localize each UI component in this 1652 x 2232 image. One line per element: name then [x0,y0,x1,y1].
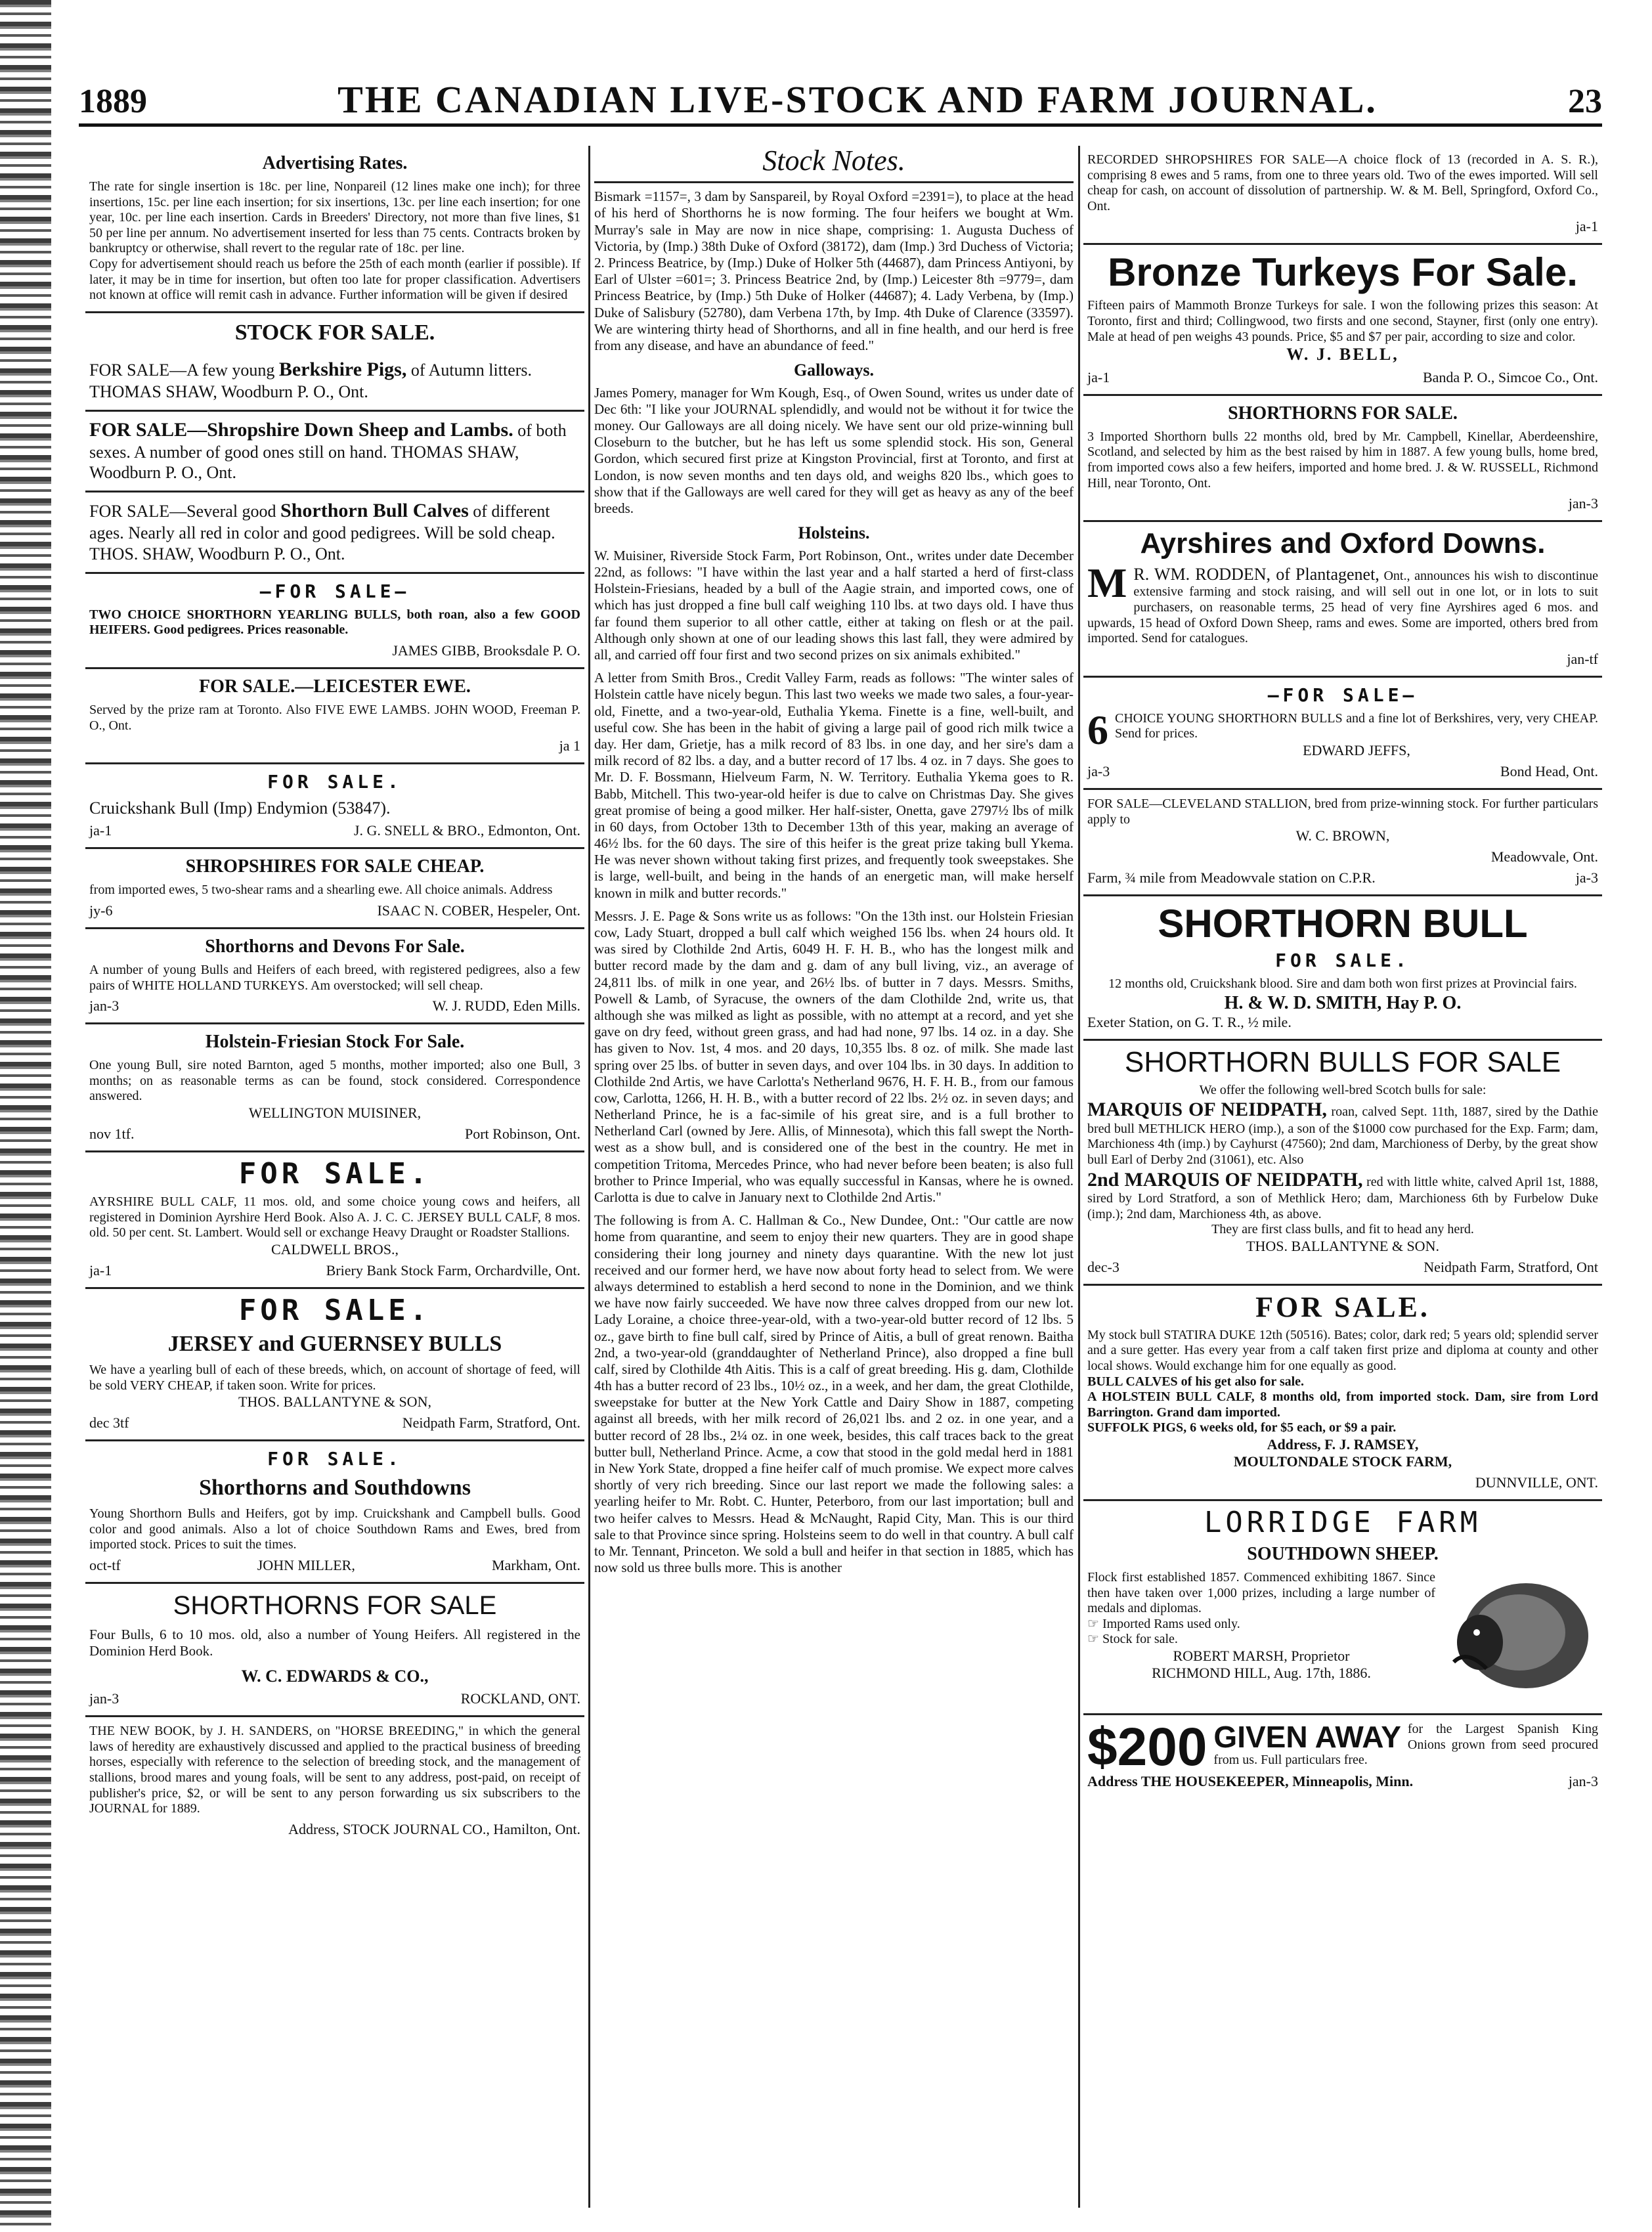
column-right [1083,146,1602,2208]
ad-leicester [85,669,584,764]
ad-text: My stock bull STATIRA DUKE 12th (50516). Bates; color, dark red; 5 years old; splendid server and a sure getter. Has every year from a calf taken first prize and diploma at county and other local shows. Would exchange him for one equally as good. [1087,1327,1598,1373]
ad-address: Address THE HOUSEKEEPER, Minneapolis, Minn. [1087,1772,1414,1789]
ad-text: TWO CHOICE SHORTHORN YEARLING BULLS, both roan, also a few GOOD HEIFERS. Good pedigrees. Prices reasonable. [89,607,580,638]
bull-2-name: 2nd MARQUIS OF NEIDPATH, [1087,1168,1363,1191]
ad-heading: SHORTHORNS FOR SALE [173,1590,497,1620]
column-middle [594,146,1074,2208]
ad-bronze-turkeys [1083,245,1602,395]
page-number: 23 [1567,83,1602,120]
column-left [85,146,584,2208]
ad-text: 12 months old, Cruickshank blood. Sire and dam both won first prizes at Provincial fairs. [1108,976,1577,991]
ad-ballantyne [1083,1041,1602,1286]
ad-text: Four Bulls, 6 to 10 mos. old, also a number of Young Heifers. All registered in the Dominion Herd Book. [89,1627,580,1659]
ad-text: Ont., announces his wish to discontinue extensive farming and stock raising, and will sell out in one lot, or in lots to suit purchasers, on reasonable terms, 25 head of very fine Ayrshires aged 6 mos. and upwards, 15 head of Oxford Down Sheep, rams and ewes. Some are imported, others bred from imported. Send for catalogues. [1087,569,1599,646]
ad-code: jan-3 [1568,495,1598,512]
ad-lorridge: LORRIDGE FARM SOUTHDOWN SHEEP. Flock first established 1857. Commenced exhibiting 1867. Since then have taken over 1,000 prizes, including a large number of medals and diplomas. ☞ Imported Rams used only. ☞ Stock for sale. ROBERT MARSH, Proprietor RICHMOND HILL, Aug. 17th, 1886. [1083,1501,1602,1715]
ad-text: AYRSHIRE BULL CALF, 11 mos. old, and some choice young cows and heifers, all registered in Dominion Ayrshire Herd Book. Also A. J. C. C. JERSEY BULL CALF, 8 mos. old. 50 per cent. St. Lambert. Would sell or exchange Heavy Draught or Roadster Stallions. [89,1194,580,1240]
ad-subheading: FOR SALE. [1275,949,1410,971]
ad-holstein [85,1024,584,1152]
ad-note: They are first class bulls, and fit to head any herd. [1211,1222,1474,1237]
ad-code: ja-1 [89,1261,112,1279]
ad-code: ja 1 [559,737,580,755]
note-holsteins: W. Muisiner, Riverside Stock Farm, Port Robinson, Ont., writes under date December 22nd, as follows: "I have within the last year and a half started a herd of first-class Holstein-Friesians, headed by a bull of the Aagie strain, and imported cows, one of which has just dropped a fine bull calf weighing 110 lbs. at two days old. I have thus far found them superior to all other cattle, either at taking on flesh or at the pail. Although only shown at one of our leading shows this last fall, they were admired by all, and carried off four first and two second prizes on six animals exhibited." [594,547,1074,663]
ad-code: ja-3 [1575,869,1598,886]
ad-text: 3 Imported Shorthorn bulls 22 months old, bred by Mr. Campbell, Kinellar, Aberdeenshire, Scotland, and selected by him as the best raised by him in 1887. A few young bulls, home bred, from imported cows also a few heifers, imported and home bred. J. & W. RUSSELL, Richmond Hill, near Toronto, Ont. [1087,429,1598,491]
ad-text: FOR SALE—CLEVELAND STALLION, bred from prize-winning stock. For further particulars apply to [1087,796,1598,827]
ad-signature: Markham, Ont. [491,1557,580,1573]
ad-subheading: Shorthorns and Southdowns [199,1476,471,1500]
ad-farm: Farm, ¾ mile from Meadowvale station on C.P.R. [1087,869,1376,886]
stock-for-sale-heading: STOCK FOR SALE. [234,320,435,345]
ad-rodden [1083,522,1602,678]
ad-heading: FOR SALE. [267,1448,402,1470]
ad-number: 6 [1087,706,1108,753]
ad-heading: FOR SALE. [1255,1290,1430,1323]
column-rule-2 [1078,146,1080,2208]
ad-code: dec-3 [1087,1258,1119,1275]
ad-signature: Neidpath Farm, Stratford, Ont. [402,1414,580,1432]
ad-subheading: JERSEY and GUERNSEY BULLS [167,1331,502,1356]
ad-item-1: Imported Rams used only. [1102,1616,1240,1631]
ad-code: ja-1 [89,822,112,839]
column-rule-1 [588,146,590,2208]
ad-code: jan-3 [1568,1772,1598,1789]
stock-notes-heading: Stock Notes. [594,146,1074,183]
ram-head-illustration [1441,1570,1598,1701]
ad-text: THE NEW BOOK, by J. H. SANDERS, on "HORSE BREEDING," in which the general laws of heredity are exhaustively discussed and applied to the practical business of breeding horses, especially with reference to the selection of breeding stock, and the management of stallions, brood mares and young foals, will be sent to any address, post-paid, on receipt of publisher's price, $2, or will be sent to any person forwarding us six subscribers to the JOURNAL for 1889. [89,1724,580,1816]
ad-text-3: A HOLSTEIN BULL CALF, 8 months old, from imported stock. Dam, sire from Lord Barrington. Grand dam imported. [1087,1390,1598,1420]
ad-text-2: BULL CALVES of his get also for sale. [1087,1374,1305,1389]
ad-heading: Holstein-Friesian Stock For Sale. [205,1032,465,1053]
ad-code: jy-6 [89,902,113,919]
ad-jeffs [1083,678,1602,790]
ad-signature: Address, STOCK JOURNAL CO., Hamilton, Ont. [288,1820,580,1837]
ad-name: ROBERT MARSH, Proprietor [1173,1648,1350,1664]
ad-code: oct-tf [89,1557,121,1573]
ad-lead: FOR SALE—Shropshire Down Sheep and Lambs. [89,419,513,441]
ad-russell [1083,396,1602,522]
ad-name: THOS. BALLANTYNE & SON, [238,1393,431,1411]
ad-code: ja-3 [1087,762,1110,779]
ad-name: JOHN MILLER, [257,1557,355,1573]
ad-text: RECORDED SHROPSHIRES FOR SALE—A choice flock of 13 (recorded in A. S. R.), comprising 8 ewes and 5 rams, from one to three years old. Two of the ewes imported. Will sell cheap for cash, on account of dissolution of partnership. W. & M. Bell, Springford, Oxford Co., Ont. [1087,152,1598,213]
ad-heading: SHORTHORN BULL [1158,901,1528,946]
ad-heading: FOR SALE. [267,771,402,793]
ad-devons [85,929,584,1024]
ad-text: from imported ewes, 5 two-shear rams and a shearling ewe. All choice animals. Address [89,883,553,898]
bull-1-text: roan, calved Sept. 11th, 1887, sired by the Dathie bred bull METHLICK HERO (imp.), a son of the $1000 cow purchased for the Exp. Farm; dam, Marchioness 4th (imp.) by Cayhurst (47560); 2nd dam, Marchioness of Derby, by the great show bull Earl of Derby 2nd (31061), etc. Also [1087,1105,1598,1167]
ad-signature: ROCKLAND, ONT. [460,1690,580,1707]
ad-signature: W. J. RUDD, Eden Mills. [432,997,580,1015]
ad-text: of different ages. Nearly all red in color and good pedigrees. Will be sold cheap. THOS. SHAW, Woodburn P. O., Ont. [89,502,555,563]
ad-caldwell [85,1152,584,1289]
note-page-sons: Messrs. J. E. Page & Sons write us as follows: "On the 13th inst. our Holstein Friesian cow, Lady Stuart, dropped a bull calf which weighed 156 lbs. when 24 hours old. It was sired by Clothilde 2nd Artis, 6049 H. F. H. B., who has the longest milk and butter record made by the dam and g. dam of any bull living, viz., an average of 24,811 lbs. of milk in one year, and 26½ lbs. of butter in 7 days. Messrs. Smiths, Powell & Lamb, of Syracuse, the owners of the dam Clothilde 2nd, write us, that although she was milked as light as possible, with no attempt at a record, and yet she gave on dry feed, without green grass, and had had none, 97 lbs. 14 oz. in a day. She has given to Nov. 1st, 4 mos. and 20 days, 10,355 lbs. 8 oz. of milk. She made last spring over 25 lbs. of butter in seven days, and over 104 lbs. in 30 days. In addition to Clothilde 2nd Artis, we have Carlotta's Netherland 9676, H. F. H. B., from our famous cow, Carlotta, 1266, H. H. B., with a butter record of 22 lbs. 2½ oz. in seven days; and Netherland Prince, he is a fac-simile of his great sire, and is a full brother to Netherland Carl (owned by Jere. Allis, of Minnesota), which this fall swept the North-west as a show bull, and is considered one of the best in the country. He met in competition Tritoma, Mercedes Prince, who had never before been beaten; is also full brother to Prince Imperial, who was equally successful in Kansas, where he is owned. Carlotta is due to calve in January next to Clothilde 2nd Artis." [594,908,1074,1206]
ad-horse-book [85,1717,584,1846]
ad-heading: FOR SALE.—LEICESTER EWE. [199,676,471,697]
ad-signature: JAMES GIBB, Brooksdale P. O. [392,642,580,659]
ad-signature: Exeter Station, on G. T. R., ½ mile. [1087,1013,1292,1030]
ad-lead: FOR SALE—Several good [89,502,276,521]
ad-text: Served by the prize ram at Toronto. Also FIVE EWE LAMBS. JOHN WOOD, Freeman P. O., Ont. [89,703,580,733]
advertising-rates [85,146,584,313]
ad-heading: —FOR SALE— [1267,684,1418,706]
ad-signature: ISAAC N. COBER, Hespeler, Ont. [377,902,580,919]
ad-code: jan-3 [89,1690,120,1707]
ad-signature: Bond Head, Ont. [1500,762,1598,779]
ad-heading: Shorthorns and Devons For Sale. [205,936,465,957]
ad-heading: SHROPSHIRES FOR SALE CHEAP. [185,856,485,877]
ad-item-2: Stock for sale. [1102,1632,1178,1647]
ad-heading: FOR SALE. [238,1293,431,1327]
ad-code: ja-1 [1087,368,1110,385]
ad-text: Fifteen pairs of Mammoth Bronze Turkeys for sale. I won the following prizes this season: At Toronto, first and third; Collingwood, two firsts and one second, Stayner, first (only one entry). Male at head of pen weighs 43 pounds. Price, $5 and $7 per pair, according to size and color. [1087,298,1598,344]
ad-shropshires-cheap [85,849,584,929]
header-year: 1889 [79,83,147,120]
galloways-heading: Galloways. [793,361,875,380]
ad-place: Meadowvale, Ont. [1490,848,1598,865]
ad-name: WELLINGTON MUISINER, [248,1104,422,1121]
ad-name: W. C. BROWN, [1295,827,1390,844]
ad-heading: Ayrshires and Oxford Downs. [1140,527,1546,560]
ad-heading: FOR SALE. [238,1156,431,1191]
ad-heading: SHORTHORN BULLS FOR SALE [1124,1045,1561,1078]
ad-recorded-shropshires [1083,146,1602,245]
ad-heading: Bronze Turkeys For Sale. [1108,250,1578,295]
ad-text: Flock first established 1857. Commenced exhibiting 1867. Since then have taken over 1,000 prizes, including a large number of medals and diplomas. [1087,1570,1435,1616]
advertising-heading: Advertising Rates. [262,153,408,173]
ad-text: for the Largest Spanish King Onions grown from seed procured from us. Full particulars free. [1213,1722,1598,1768]
ad-amount: $200 [1087,1717,1207,1778]
note-bismark: Bismark =1157=, 3 dam by Sanspareil, by Royal Oxford =2391=), to place at the head of his herd of Shorthorns he is now forming. The four heifers we bought at Wm. Murray's sale in May are now in nice shape, comprising: 1. Augusta Duchess of Victoria, by (Imp.) 38th Duke of Oxford (38172), dam (Imp.) 3rd Duchess of Victoria; 2. Princess Beatrice, by (Imp.) Duke of Holker 5th (44687), dam Princess Antiyoni, by Earl of Ulster =601=; 3. Princess Beatrice 2nd, by (Imp.) Leicester 8th =9779=, dam Princess Beatrice, by (Imp.) 5th Duke of Holker (44687); 4. Lady Verbena, by (Imp.) Duke of Salisbury (52780), dam Verbena 17th, by Imp. 4th Duke of Clarence (33597). We are wintering thirty head of Shorthorns, and all in fine health, and our herd is free from any disease, and have an abundance of feed." [594,188,1074,353]
ad-text: Cruickshank Bull (Imp) Endymion (53847). [89,799,391,818]
ad-farm: MOULTONDALE STOCK FARM, [1233,1453,1452,1470]
ad-bold: Berkshire Pigs, [278,358,407,380]
ad-text-4: SUFFOLK PIGS, 6 weeks old, for $5 each, or $9 a pair. [1087,1420,1397,1435]
ad-initial: M [1087,559,1127,607]
ad-code: jan-tf [1567,650,1598,667]
page-binding-edge [0,0,51,2232]
ad-signature: J. G. SNELL & BRO., Edmonton, Ont. [353,822,580,839]
ad-given-away [1083,1715,1602,1798]
ad-place: DUNNVILLE, ONT. [1475,1474,1598,1491]
ad-heading: —FOR SALE— [259,580,410,602]
journal-title: THE CANADIAN LIVE-STOCK AND FARM JOURNAL. [337,78,1378,121]
ad-lead: R. WM. RODDEN, of Plantagenet, [1133,565,1380,584]
ad-name: H. & W. D. SMITH, Hay P. O. [1224,992,1462,1013]
advertising-text-2: Copy for advertisement should reach us before the 25th of each month (earlier if possible). If later, it may be in time for insertion, but often too late for proper classification. Advertisers not known at office will remit cash in advance. Further information will be given if desired [89,257,580,303]
ad-jersey [85,1289,584,1441]
ad-text: Young Shorthorn Bulls and Heifers, got by imp. Cruickshank and Campbell bulls. Good color and good animals. Also a lot of choice Southdown Rams and Ewes, bred from imported stock. Prices to suit the times. [89,1506,580,1552]
ad-name: W. J. BELL, [1286,345,1399,364]
ad-signature: RICHMOND HILL, Aug. 17th, 1886. [1152,1664,1371,1681]
ad-signature: Neidpath Farm, Stratford, Ont [1424,1258,1598,1275]
ad-shorthorn-bull [85,492,584,573]
ad-code: nov 1tf. [89,1125,135,1142]
ad-shropshire [85,412,584,492]
ad-southdowns [85,1441,584,1584]
ad-berkshire [85,351,584,412]
ad-text: of both sexes. A number of good ones still on hand. THOMAS SHAW, Woodburn P. O., Ont. [89,421,567,483]
ad-intro: We offer the following well-bred Scotch bulls for sale: [1199,1082,1487,1097]
page-header [79,77,1602,127]
ad-heading: GIVEN AWAY [1213,1720,1401,1755]
ad-name: THOS. BALLANTYNE & SON. [1246,1237,1439,1254]
ad-text: A number of young Bulls and Heifers of each breed, with registered pedigrees, also a few pairs of WHITE HOLLAND TURKEYS. Am overstocked; will sell cheap. [89,962,580,993]
ad-code: jan-3 [89,997,120,1015]
ad-text: We have a yearling bull of each of these breeds, which, on account of shortage of feed, will be sold VERY CHEAP, if taken soon. Write for prices. [89,1362,580,1393]
note-galloways: James Pomery, manager for Wm Kough, Esq., of Owen Sound, writes us under date of Dec 6th: "I like your JOURNAL splendidly, and would not be without it for twice the money. Our Galloways are all doing nicely. We have sent our old prize-winning bull Closeburn to the butcher, but he has left us some splendid stock. His son, General Gordon, which secured first prize at Kingston Provincial, first at Toronto, and first at London, is now seven months and ten days old, and weighs 820 lbs., which goes to show that if the Galloways are well cared for they will get as heavy as any of the beef breeds. [594,384,1074,517]
ad-heading: LORRIDGE FARM [1204,1505,1482,1539]
ad-code: dec 3tf [89,1414,129,1432]
ad-text: One young Bull, sire noted Barnton, aged 5 months, mother imported; also one Bull, 3 months; on as reasonable terms as can be found, stock considered. Correspondence answered. [89,1058,580,1104]
note-smith-bros: A letter from Smith Bros., Credit Valley Farm, reads as follows: "The winter sales of Holstein cattle have nicely begun. This last two weeks we made two sales, a four-year-old, Finette, and a two-year-old, Euthalia Ykema. Finette is a fine, well-built, and useful cow. She has been in the habit of giving a large pail of good rich milk twice a day. Her dam, Grietje, has a milk record of 83 lbs. in one day, and her sire's dam a milk record of 82 lbs. a day, and a butter record of 17 lbs. 4 oz. in 7 days. She goes to Mr. D. F. Bossmann, Hielveum Farm, N. W. Territory. Euthalia Ykema goes to R. Babb, Mitchell. This two-year-old heifer is due to calve on Christmas Day. She gives great promise of being a good milker. Her half-sister, Onetta, gave 2797½ lbs of milk in 60 days, from October 13th to December 13th of this year, making an average of 46½ lbs. for the 60 days. The sire of this heifer is the great prize taking bull Ykema. He was never shown without taking first prizes, and frequently took sweepstakes. She is large, well-built, and being in the hands of an energetic man, will make herself known in milk and butter records." [594,670,1074,901]
advertising-text: The rate for single insertion is 18c. per line, Nonpareil (12 lines make one inch); for three insertions, 15c. per line each insertion; for six insertions, 13c. per line each insertion; for one year, 10c. per line each insertion. Cards in Breeders' Directory, not more than five lines, $1 50 per line per annum. No advertisement inserted for less than 75 cents. Contracts broken by bankruptcy or otherwise, shall revert to the regular rate of 18c. per line. [89,179,580,256]
ad-code: ja-1 [1575,218,1598,235]
ad-gibb [85,574,584,669]
ad-name: Address, F. J. RAMSEY, [1267,1435,1419,1453]
ad-signature: Briery Bank Stock Farm, Orchardville, Ont. [326,1261,580,1279]
ad-endymion [85,764,584,849]
ad-subheading: SOUTHDOWN SHEEP. [1247,1544,1439,1564]
ad-brown [1083,790,1602,896]
bull-2-text: red with little white, calved April 1st, 1888, sired by Lord Stratford, a son of Methlick Hero; dam, Marchioness 6th by Furbelow Duke (imp.); 2nd dam, Marchioness 4th, as above. [1087,1174,1599,1221]
ad-signature: Banda P. O., Simcoe Co., Ont. [1422,368,1598,385]
holsteins-heading: Holsteins. [798,523,870,543]
ad-lead: FOR SALE—A few young [89,360,275,380]
note-hallman: The following is from A. C. Hallman & Co., New Dundee, Ont.: "Our cattle are now home from quarantine, and seem to enjoy their new quarters. They are in good shape considering their long journey and ninety days quarantine. With the new lot just received and our former herd, we have now about forty head to select from. We were always determined to establish a herd second to none in the Dominion, and we think we have now fairly succeeded. We have now three calves dropped from our new lot. Lady Loraine, a choice three-year-old, with a two-year-old butter record of 12 lbs. 5 oz., gave birth to fine bull calf, sired by Prince of Aitis, a bull of great renown. Baitha 2nd, a two-year-old (granddaughter of Netherland Prince), also dropped a fine bull calf, sired by Clothilde 4th Aitis. This is a calf of great breeding. His g. dam, Clothilde 4th has a butter record of 23 lbs., 10½ oz., in a week, and her dam, the great Clothilde, sweepstake for butter at the New York Cattle and Dairy Show in 1887, competing against all breeds, with her milk record of 26,021 lbs. and 2 oz. in one year, and a butter record of 28 lbs., 2¼ oz. in one week, besides, this calf traces back to the great butter bull, Netherland Prince. Acme, a cow that stood in the gold medal herd in 1881 in New York State, dropped a fine heifer calf of much promise. We expect more calves shortly of very rich breeding. Since our last report we made the following sales: a yearling heifer to Mr. Robt. C. Hunter, Peterboro, from our last importation; bull and two heifer calves to Messrs. Head & McNaught, Rapid City, Man. This is our third sale to that Province since spring. Holsteins seem to do well in that country. A bull calf to Mr. Tennant, Princeton. We sold a bull and heifer in that section in 1885, which has now sold us three bulls more. This is another [594,1212,1074,1576]
ad-name: W. C. EDWARDS & CO., [241,1666,429,1686]
ad-signature: Port Robinson, Ont. [464,1125,580,1142]
ad-smith-bull [1083,896,1602,1041]
ad-name: EDWARD JEFFS, [1303,742,1410,759]
ad-edwards [85,1584,584,1717]
ad-heading: SHORTHORNS FOR SALE. [1228,403,1458,424]
ad-name: CALDWELL BROS., [271,1240,399,1258]
ad-ramsey [1083,1286,1602,1501]
ad-text: CHOICE YOUNG SHORTHORN BULLS and a fine lot of Berkshires, very, very CHEAP. Send for prices. [1115,711,1598,741]
ad-text: of Autumn litters. THOMAS SHAW, Woodburn P. O., Ont. [89,360,533,401]
bull-1-name: MARQUIS OF NEIDPATH, [1087,1099,1327,1121]
ad-bold: Shorthorn Bull Calves [280,500,469,522]
